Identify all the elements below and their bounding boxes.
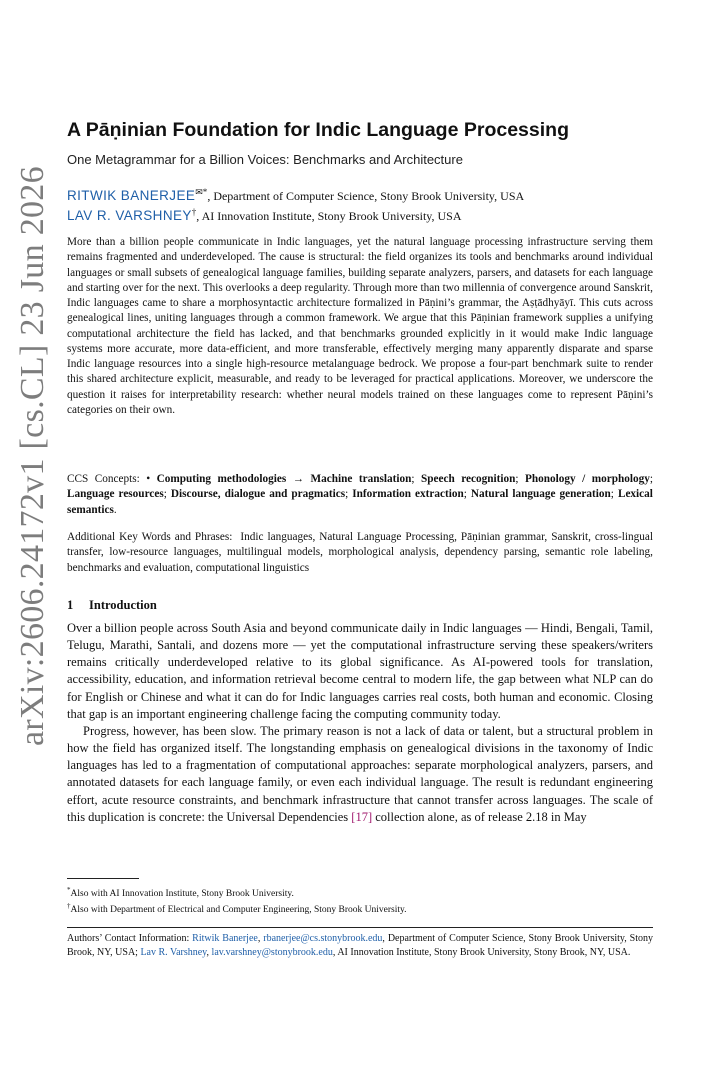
paragraph-text: collection alone, as of release 2.18 in May: [372, 809, 587, 824]
ccs-concept: Speech recognition: [420, 473, 516, 485]
ccs-concepts: CCS Concepts: • Computing methodologies → Machine translation; Speech recognition; Phonology / morphology; Language resources; Discourse, dialogue and pragmatics; Information extraction; Natural language generation; Lexical semantics.: [67, 473, 653, 516]
section-number: 1: [67, 598, 74, 612]
abstract: More than a billion people communicate in Indic languages, yet the natural language processing infrastructure serving them remains fragmented and underdeveloped. The cause is structural: the field organizes its tools and benchmarks around individual languages or small subsets of genealogical language families, building separate analyzers, parsers, and datasets for each language and starting over for the next. This overlooks a deep regularity. Through more than two millennia of convergence around Sanskrit, Indic languages came to share a morphosyntactic architecture formalized in Pāṇini’s grammar, the Aṣṭādhyāyī. This cuts across genealogical lines, uniting languages through a common framework. We argue that this Pāṇinian framework supplies a unifying computational architecture the field has lacked, and that benchmarks grounded explicitly in it would make Indic language systems more accurate, more data-efficient, and more transferable, effectively merging many apparently disparate and sparse Indic language resources into a single high-resource metalanguage bedrock. We propose a four-part benchmark suite to render this shared architecture explicit, measurable, and ready to be leveraged for practical applications. Moreover, we underscore the question it raises for interpretability research: whether neural models trained on these languages come to represent Pāṇini’s categories on their own.: [67, 236, 653, 416]
footnote-text: Also with Department of Electrical and Computer Engineering, Stony Brook University.: [70, 905, 407, 916]
ccs-concept: Computing methodologies → Machine translation: [156, 473, 412, 485]
author-name-link[interactable]: LAV R. VARSHNEY: [67, 208, 192, 223]
ccs-concept: Information extraction: [352, 488, 464, 501]
author-marks: ✉*: [195, 187, 208, 197]
author-marks: †: [191, 207, 197, 217]
email-link[interactable]: rbanerjee@cs.stonybrook.edu: [263, 933, 383, 944]
email-link[interactable]: lav.varshney@stonybrook.edu: [211, 947, 333, 959]
author-2: [67, 207, 653, 224]
author-1: [67, 187, 653, 204]
authors-contact-information: Authors’ Contact Information: Ritwik Banerjee, rbanerjee@cs.stonybrook.edu, Department of Computer Science, Stony Brook University, Stony Brook, NY, USA; Lav R. Varshney, lav.varshney@stonybrook.edu, AI Innovation Institute, Stony Brook University, Stony Brook, NY, USA.: [67, 933, 654, 959]
ccs-concept: Phonology / morphology: [524, 473, 650, 485]
author-affiliation: , AI Innovation Institute, Stony Brook University, USA: [196, 209, 462, 223]
footnote-divider: [67, 878, 139, 879]
author-name-link[interactable]: RITWIK BANERJEE: [67, 188, 196, 203]
arxiv-identifier: arXiv:2606.24172v1 [cs.CL] 23 Jun 2026: [14, 166, 51, 746]
author-affiliation: , Department of Computer Science, Stony Brook University, USA: [207, 189, 525, 203]
contact-label: Authors’ Contact Information:: [67, 933, 193, 944]
section-heading: [67, 598, 653, 613]
author-link[interactable]: Lav R. Varshney: [140, 947, 207, 959]
keywords-label: Additional Key Words and Phrases:: [67, 531, 233, 543]
paragraph: [67, 723, 653, 826]
paper-subtitle: One Metagrammar for a Billion Voices: Benchmarks and Architecture: [67, 152, 463, 167]
paragraph: Over a billion people across South Asia and beyond communicate daily in Indic languages — Hindi, Bengali, Tamil, Telugu, Marathi, Santali, and dozens more — yet the computational infrastructure serving these speakers/writers remains critically underdeveloped relative to its global significance. As AI-powered tools for translation, accessibility, education, and information retrieval become central to modern life, the gap between what NLP can do for English or Chinese and what it can do for Indic languages carries real costs, both human and economic. Closing that gap is an important engineering challenge facing the computing community today.: [67, 621, 653, 721]
ccs-concept: Language resources: [67, 488, 164, 501]
author-link[interactable]: Ritwik Banerjee: [192, 933, 258, 944]
ccs-concept: Discourse, dialogue and pragmatics: [170, 488, 346, 501]
introduction-body: [67, 620, 653, 826]
ccs-concept: Lexical semantics: [67, 488, 653, 516]
paragraph-text: Progress, however, has been slow. The primary reason is not a lack of data or talent, but a structural problem in how the field has organized itself. The longstanding emphasis on genealogical divisions in the taxonomy of Indic languages has led to a fragmentation of computational approaches: separate morphological analyzers, parsers, and annotated datasets for each language family, or even each individual language. The result is redundant engineering effort, acute resource constraints, and benchmark infrastructure that cannot transfer across languages. The scale of this duplication is concrete: the Universal Dependencies: [67, 723, 653, 824]
contact-affiliation: , Department of Computer Science, Stony Brook University, Stony Brook, NY, USA;: [67, 933, 654, 959]
paper-title: A Pāṇinian Foundation for Indic Language Processing: [67, 119, 569, 141]
footnote-mark: †: [67, 902, 71, 910]
keywords-text: Indic languages, Natural Language Processing, Pāṇinian grammar, Sanskrit, cross-lingual transfer, low-resource languages, multilingual models, morphological analysis, dependency parsing, semantic role labeling, benchmarks and evaluation, computational linguistics: [67, 531, 653, 574]
citation-link[interactable]: [17]: [351, 809, 373, 824]
footnote-text: Also with AI Innovation Institute, Stony Brook University.: [70, 889, 294, 900]
contact-affiliation: , AI Innovation Institute, Stony Brook University, Stony Brook, NY, USA.: [332, 947, 631, 959]
keywords: [67, 530, 653, 576]
section-title: Introduction: [89, 598, 157, 612]
footnote-mark: *: [67, 886, 71, 894]
ccs-concept: Natural language generation: [470, 488, 611, 501]
contact-divider: [67, 927, 653, 928]
ccs-label: CCS Concepts: •: [67, 473, 151, 485]
footnote: [67, 899, 653, 918]
